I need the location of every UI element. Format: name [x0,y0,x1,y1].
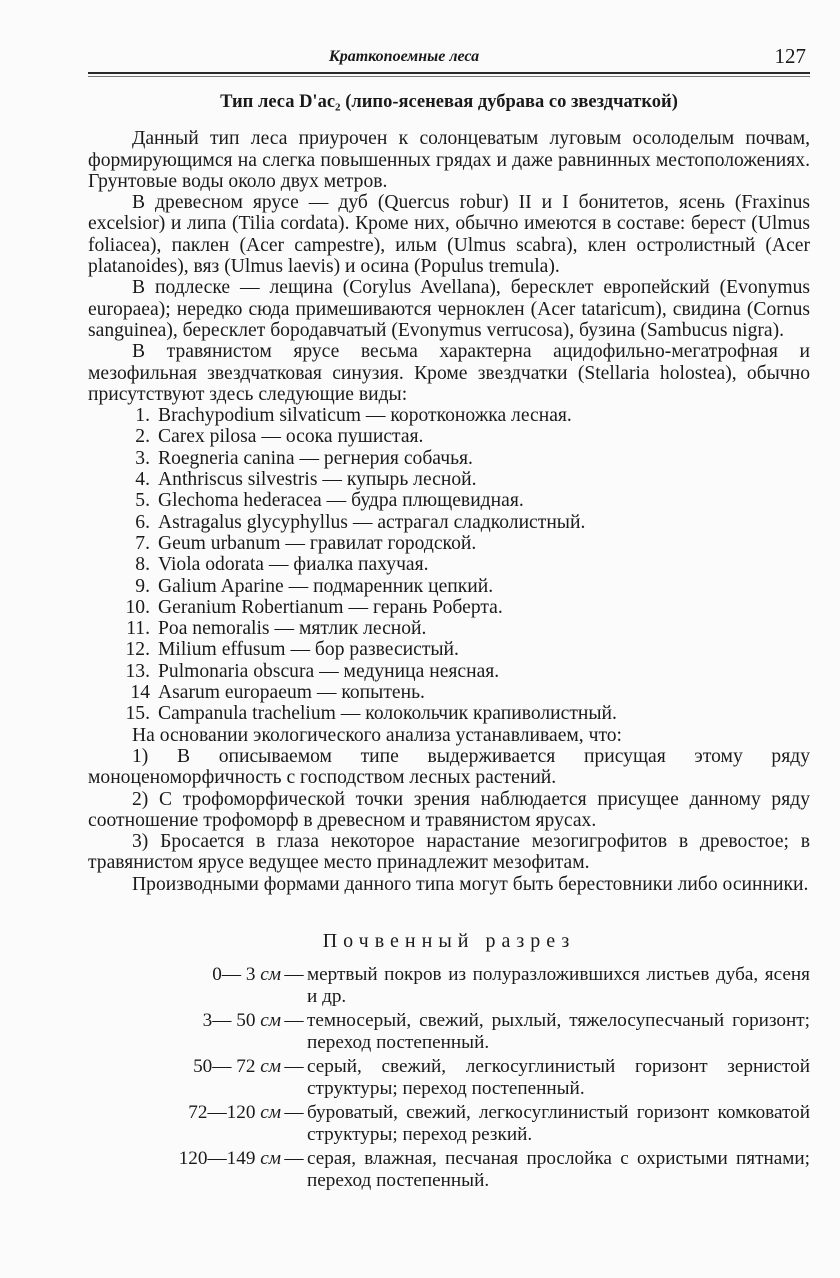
depth-range: 50— 72 [193,1056,256,1078]
soil-description: темносерый, свежий, рыхлый, тяжелосупесчаный горизонт; переход постепенный. [307,1010,810,1053]
species-number: 4. [135,469,150,491]
species-text: Glechoma hederacea — будра плющевидная. [158,490,524,512]
running-title: Краткопоемные леса [328,48,480,65]
running-header [88,44,810,74]
species-item [88,512,810,533]
paragraph: 2) С трофоморфической точки зрения наблюдается присущее данному ряду соотношение трофоморф в древесном и травянистом ярусах. [88,788,810,831]
page-number: 127 [774,44,806,68]
soil-depth [88,1148,281,1191]
species-text: Roegneria canina — регнерия собачья. [158,447,473,469]
paragraph: 1) В описываемом типе выдерживается присущая этому ряду моноценоморфичность с господством лесных растений. [88,745,810,789]
species-text: Anthriscus silvestris — купырь лесной. [158,469,477,491]
species-item [88,469,810,490]
soil-depth [88,964,281,1007]
depth-unit: см [260,1010,281,1032]
species-text: Brachypodium silvaticum — коротконожка лесная. [158,405,572,427]
depth-unit: см [260,964,281,986]
species-number: 10. [125,596,150,618]
species-text: Geum urbanum — гравилат городской. [158,532,477,554]
species-text: Campanula trachelium — колокольчик крапиволистный. [158,703,617,725]
depth-range: 120—149 [178,1148,256,1170]
depth-unit: см [260,1056,281,1078]
species-text: Carex pilosa — осока пушистая. [158,426,424,448]
species-item [88,533,810,554]
depth-range: 0— 3 [212,964,256,986]
soil-depth [88,1102,281,1145]
dash: — [284,1056,304,1078]
species-item [88,639,810,660]
species-number: 5. [135,490,150,512]
species-item [88,576,810,597]
species-number: 15. [125,703,150,725]
soil-description: серый, свежий, легкосуглинистый горизонт зернистой структуры; переход постепенный. [307,1056,810,1099]
paragraph: Данный тип леса приурочен к солонцеватым луговым осолоделым почвам, формирующимся на слегка повышенных грядах и даже равнинных местоположениях. Грунтовые воды около двух метров. [88,128,810,192]
species-item [88,703,810,724]
soil-profile [88,964,810,1191]
soil-horizon [88,1102,810,1145]
species-text: Poa nemoralis — мятлик лесной. [158,618,427,640]
species-text: Galium Aparine — подмаренник цепкий. [158,575,494,597]
species-number: 12. [125,639,150,661]
soil-description: буроватый, свежий, легкосуглинистый горизонт комковатой структуры; переход резкий. [307,1102,810,1145]
species-item [88,618,810,639]
depth-range: 72—120 [188,1102,256,1124]
paragraph: В древесном ярусе — дуб (Quercus robur) II и I бонитетов, ясень (Fraxinus excelsior) и липа (Tilia cordata). Кроме них, обычно имеются в составе: берест (Ulmus foliacea), паклен (Acer campestre), ильм (Ulmus scabra), клен остролистный (Acer platanoides), вяз (Ulmus laevis) и осина (Populus tremula). [88,192,810,278]
species-item [88,597,810,618]
dash: — [284,1010,304,1032]
soil-depth [88,1010,281,1053]
species-number: 3. [135,447,150,469]
page-body [88,92,810,1194]
species-number: 2. [135,426,150,448]
species-number: 9. [135,575,150,597]
soil-horizon [88,1148,810,1191]
paragraph: В травянистом ярусе весьма характерна ацидофильно-мегатрофная и мезофильная звездчатковая синузия. Кроме звездчатки (Stellaria holostea), обычно присутствуют здесь следующие виды: [88,341,810,405]
soil-description: серая, влажная, песчаная прослойка с охристыми пятнами; переход постепенный. [307,1148,810,1191]
paragraph: На основании экологического анализа устанавливаем, что: [132,724,622,746]
dash: — [284,964,304,986]
species-text: Milium effusum — бор развесистый. [158,639,459,661]
species-item [88,682,810,703]
paragraph: Производными формами данного типа могут быть берестовники либо осинники. [132,873,809,895]
paragraph: В подлеске — лещина (Corylus Avellana), бересклет европейский (Evonymus europaea); нередко сюда примешиваются черноклен (Acer tataricum), свидина (Cornus sanguinea), бересклет бородавчатый (Evonymus verrucosa), бузина (Sambucus nigra). [88,277,810,341]
species-number: 7. [135,532,150,554]
paragraph: 3) Бросается в глаза некоторое нарастание мезогигрофитов в древостое; в травянистом ярусе ведущее место принадлежит мезофитам. [88,831,810,874]
depth-range: 3— 50 [202,1010,256,1032]
header-rule [88,72,810,74]
depth-unit: см [260,1102,281,1124]
species-text: Astragalus glycyphyllus — астрагал сладколистный. [158,511,586,533]
depth-unit: см [260,1148,281,1170]
species-number: 11. [126,618,150,640]
species-item [88,490,810,511]
soil-section-title: Почвенный разрез [322,929,576,952]
species-text: Viola odorata — фиалка пахучая. [158,554,429,576]
species-text: Geranium Robertianum — герань Роберта. [158,596,503,618]
species-number: 6. [135,511,150,533]
species-number: 13. [125,660,150,682]
dash: — [284,1102,304,1124]
header-rule-thin [88,76,810,77]
species-item [88,405,810,426]
soil-depth [88,1056,281,1099]
dash: — [284,1148,304,1170]
species-number: 1. [135,405,150,427]
species-text: Pulmonaria obscura — медуница неясная. [158,660,500,682]
section-title: Тип леса D'ac₂ (липо-ясеневая дубрава со звездчаткой) [220,92,678,112]
species-item [88,661,810,682]
soil-horizon [88,1056,810,1099]
species-item [88,448,810,469]
species-item [88,554,810,575]
species-number: 8. [135,554,150,576]
species-item [88,426,810,447]
soil-description: мертвый покров из полуразложившихся листьев дуба, ясеня и др. [307,964,810,1007]
species-number: 14 [130,682,150,704]
species-text: Asarum europaeum — копытень. [158,682,425,704]
soil-horizon [88,964,810,1007]
species-list [88,405,810,724]
soil-horizon [88,1010,810,1053]
